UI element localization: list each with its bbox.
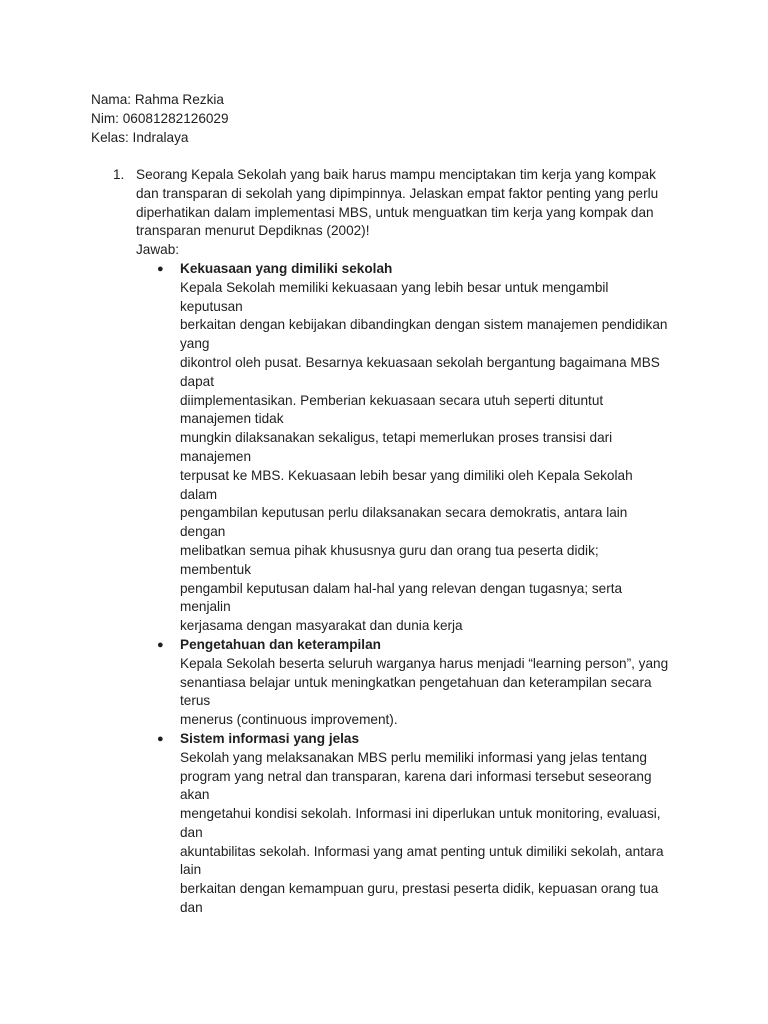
text-line: dalam	[180, 486, 218, 502]
text-line: mungkin dilaksanakan sekaligus, tetapi memerlukan proses transisi dari	[180, 430, 613, 446]
bullet-icon: ●	[157, 262, 164, 275]
list-item	[157, 260, 673, 636]
text-line: terpusat ke MBS. Kekuasaan lebih besar yang dimiliki oleh Kepala Sekolah	[180, 467, 633, 483]
list-item-text	[180, 749, 673, 918]
text-line: manajemen tidak	[180, 411, 284, 427]
question-text	[136, 166, 673, 241]
text-line: dengan	[180, 524, 226, 540]
text-line: keputusan	[180, 298, 243, 314]
text-line: manajemen	[180, 448, 252, 464]
text-line: pengambil keputusan dalam hal-hal yang relevan dengan tugasnya; serta	[180, 580, 623, 596]
question-line: dan transparan di sekolah yang dipimpinnya. Jelaskan empat faktor penting yang perlu	[136, 185, 659, 201]
answer-label: Jawab:	[136, 242, 180, 258]
text-line: dan	[180, 824, 203, 840]
question-line: diperhatikan dalam implementasi MBS, untuk menguatkan tim kerja yang kompak dan	[136, 204, 654, 220]
text-line: lain	[180, 862, 202, 878]
text-line: membentuk	[180, 561, 252, 577]
list-item-title: Kekuasaan yang dimiliki sekolah	[180, 260, 393, 276]
list-item-text	[180, 279, 673, 636]
text-line: melibatkan semua pihak khususnya guru dan orang tua peserta didik;	[180, 542, 599, 558]
text-line: yang	[180, 336, 210, 352]
question-line: Seorang Kepala Sekolah yang baik harus mampu menciptakan tim kerja yang kompak	[136, 167, 656, 182]
list-item	[157, 636, 673, 730]
student-info	[91, 91, 229, 147]
text-line: Kepala Sekolah memiliki kekuasaan yang lebih besar untuk mengambil	[180, 279, 609, 295]
bullet-icon: ●	[157, 732, 164, 745]
student-nim: Nim: 06081282126029	[91, 110, 229, 126]
text-line: terus	[180, 693, 211, 709]
text-line: menerus (continuous improvement).	[180, 712, 398, 728]
text-line: berkaitan dengan kebijakan dibandingkan dengan sistem manajemen pendidikan	[180, 317, 668, 333]
text-line: dapat	[180, 373, 215, 389]
text-line: kerjasama dengan masyarakat dan dunia kerja	[180, 618, 463, 634]
question-body	[136, 166, 673, 918]
list-item-text	[180, 655, 673, 730]
bullet-icon: ●	[157, 638, 164, 651]
text-line: dikontrol oleh pusat. Besarnya kekuasaan sekolah bergantung bagaimana MBS	[180, 354, 660, 370]
question-line: transparan menurut Depdiknas (2002)!	[136, 223, 370, 239]
text-line: akan	[180, 787, 210, 803]
text-line: dan	[180, 900, 203, 916]
answer-list	[157, 260, 673, 918]
list-item	[157, 730, 673, 918]
student-class: Kelas: Indralaya	[91, 129, 189, 145]
text-line: program yang netral dan transparan, karena dari informasi tersebut seseorang	[180, 768, 652, 784]
text-line: mengetahui kondisi sekolah. Informasi ini diperlukan untuk monitoring, evaluasi,	[180, 806, 661, 822]
text-line: menjalin	[180, 599, 231, 615]
text-line: Sekolah yang melaksanakan MBS perlu memiliki informasi yang jelas tentang	[180, 749, 647, 765]
student-name: Nama: Rahma Rezkia	[91, 92, 224, 107]
text-line: senantiasa belajar untuk meningkatkan pengetahuan dan keterampilan secara	[180, 674, 652, 690]
text-line: pengambilan keputusan perlu dilaksanakan secara demokratis, antara lain	[180, 505, 628, 521]
list-item-title: Pengetahuan dan keterampilan	[180, 636, 381, 652]
text-line: Kepala Sekolah beserta seluruh warganya harus menjadi “learning person”, yang	[180, 655, 669, 671]
list-item-title: Sistem informasi yang jelas	[180, 730, 360, 746]
text-line: diimplementasikan. Pemberian kekuasaan secara utuh seperti dituntut	[180, 392, 604, 408]
text-line: akuntabilitas sekolah. Informasi yang amat penting untuk dimiliki sekolah, antara	[180, 843, 664, 859]
text-line: berkaitan dengan kemampuan guru, prestasi peserta didik, kepuasan orang tua	[180, 881, 659, 897]
question-1	[113, 166, 673, 918]
question-number: 1.	[113, 167, 125, 182]
